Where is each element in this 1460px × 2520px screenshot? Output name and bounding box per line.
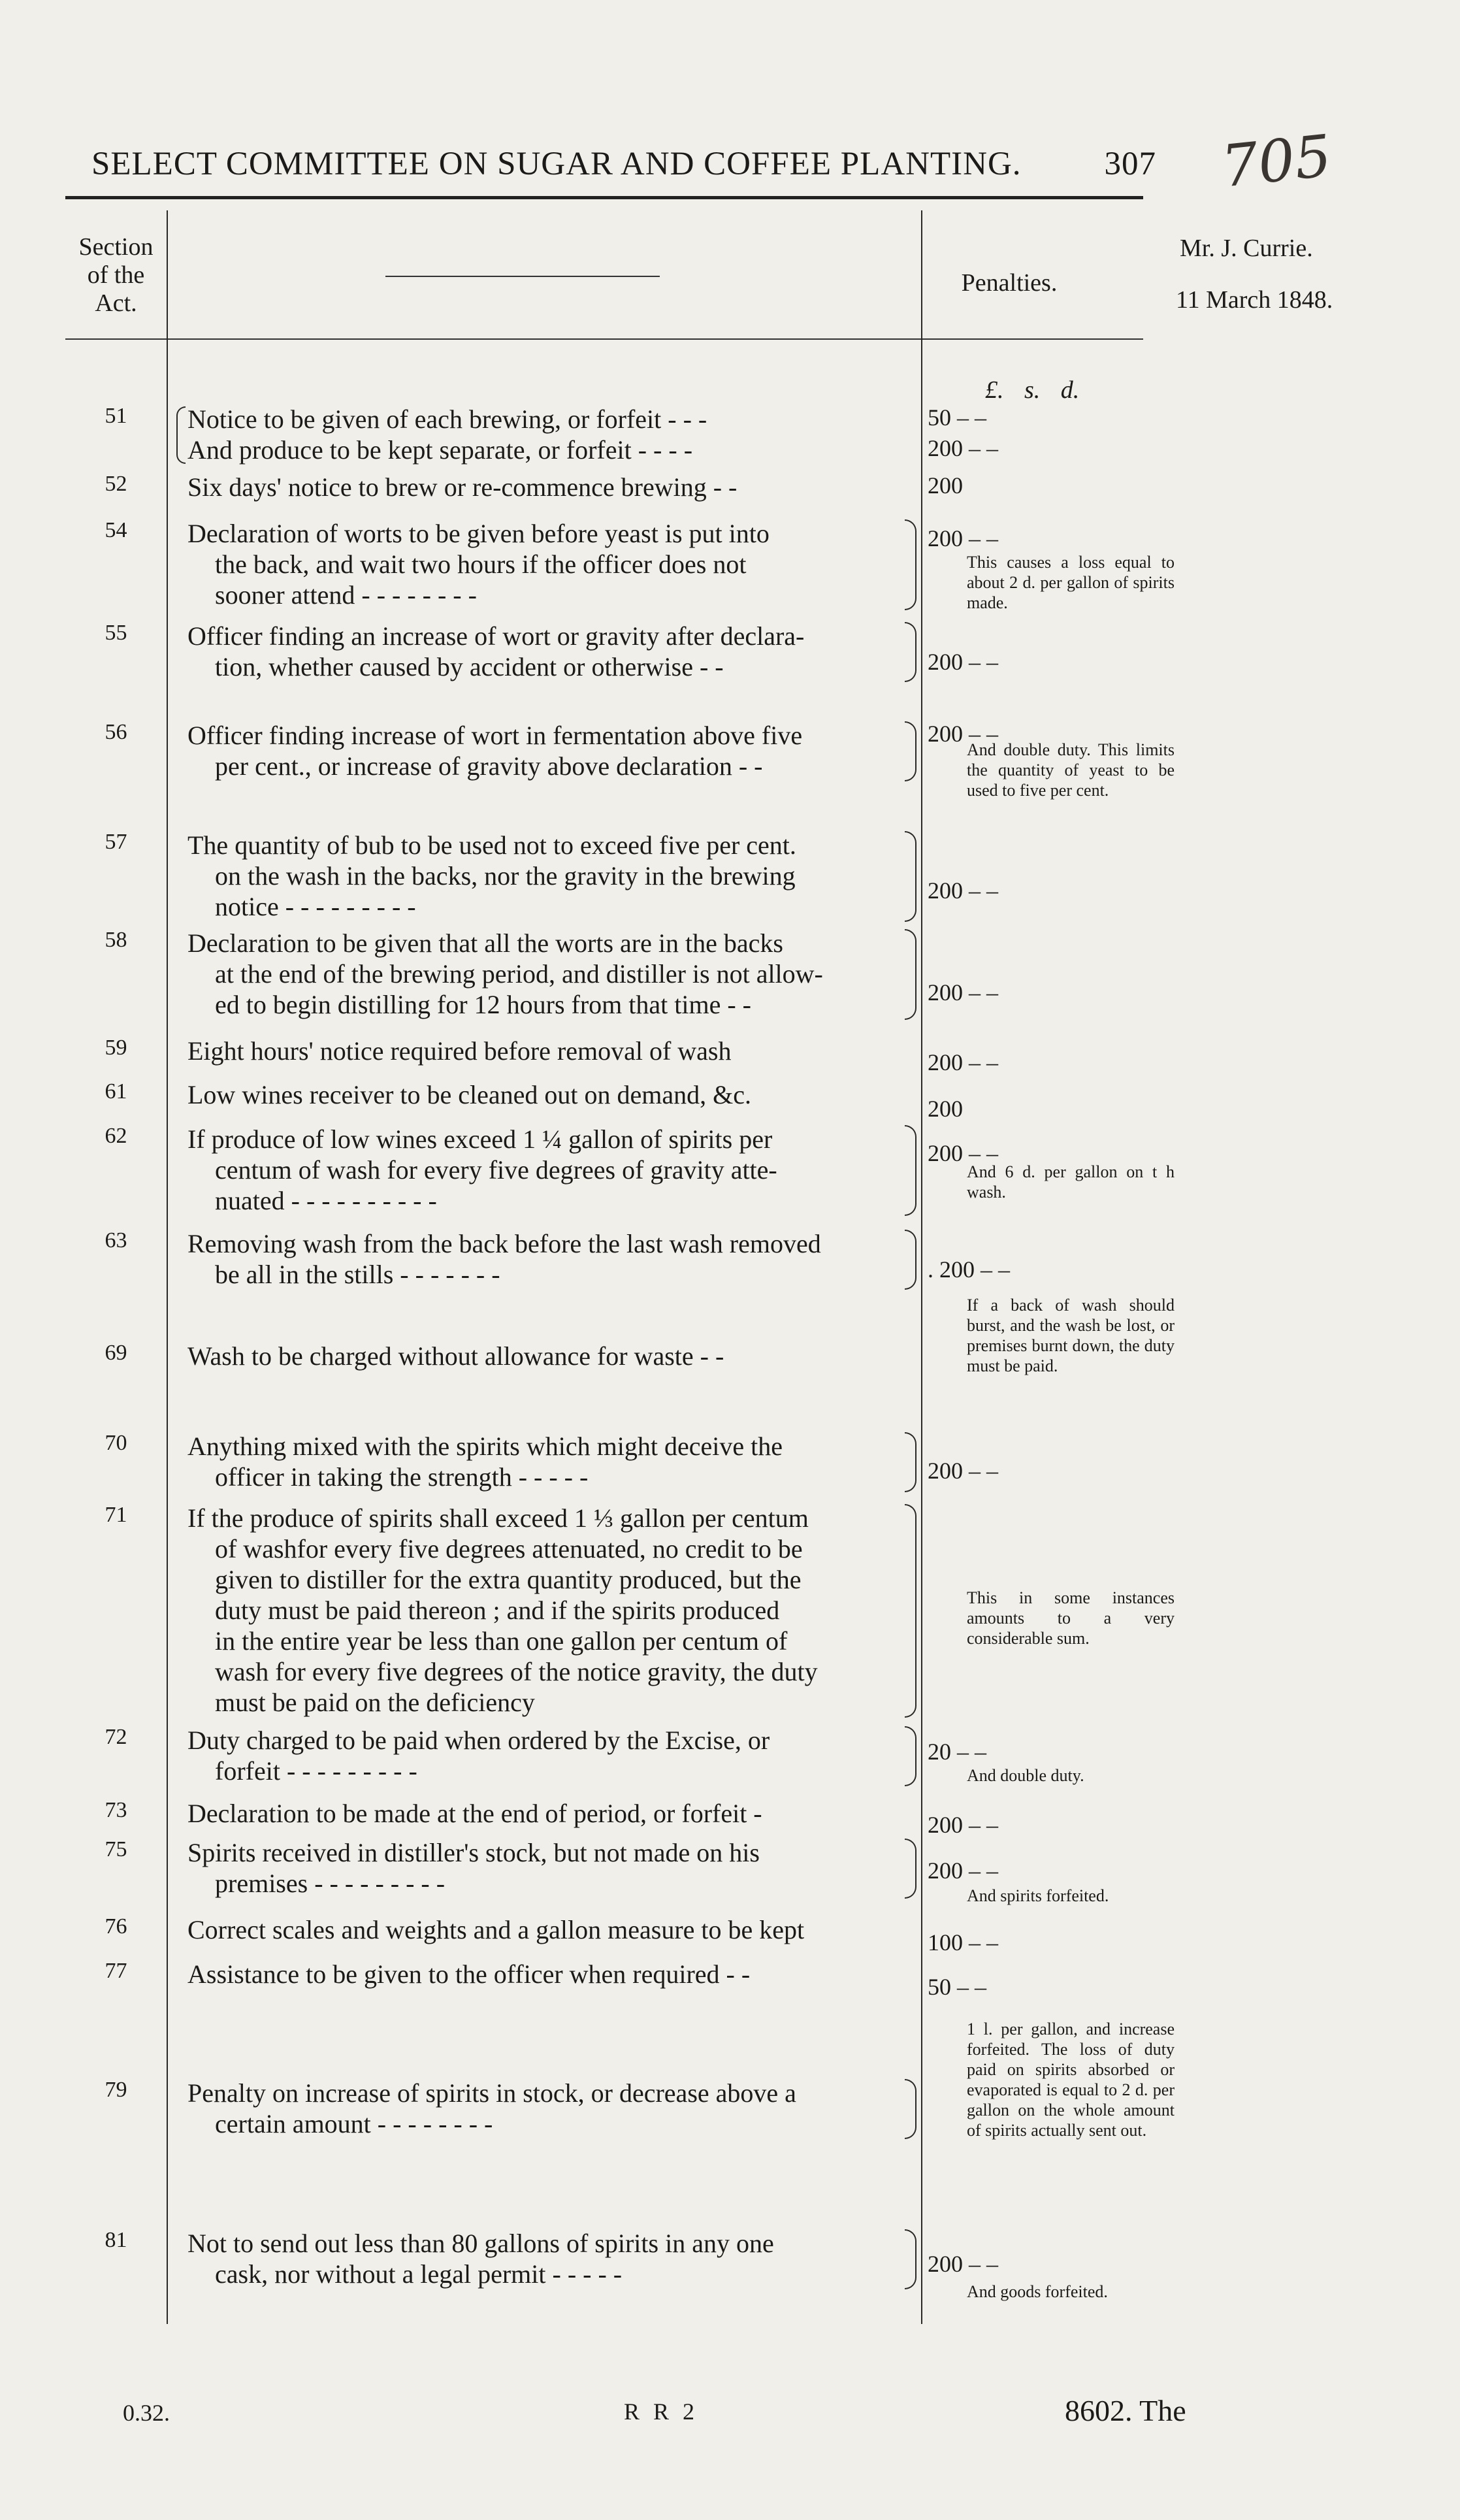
section-number: 51 [105,404,127,428]
penalty-amount: 200 [928,1096,963,1122]
penalty-amount: 200 – – [928,877,998,904]
section-number: 59 [105,1036,127,1060]
penalty-note: This causes a loss equal to about 2 d. per gallon of spirits made. [967,553,1175,612]
catchword: 8602. The [1065,2394,1186,2427]
provision-text [187,472,932,502]
provision-text [187,720,932,781]
right-brace [905,1432,917,1492]
handwritten-folio: 705 [1218,122,1335,201]
provision-line: Anything mixed with the spirits which might deceive the [187,1432,783,1461]
header-center-rule [385,276,660,277]
section-number: 69 [105,1341,127,1365]
section-number: 62 [105,1124,127,1148]
provision-line: per cent., or increase of gravity above declaration - - [215,751,763,781]
provision-line: Spirits received in distiller's stock, but not made on his [187,1838,760,1867]
column-header-penalties: Penalties. [961,269,1058,297]
provision-text [187,1079,932,1110]
provision-line: Declaration of worts to be given before yeast is put into [187,519,770,548]
penalty-note: And spirits forfeited. [967,1886,1109,1905]
penalty-note: 1 l. per gallon, and increase forfeited. The loss of duty paid on spirits absorbed or evaporated is equal to 2 d. per gallon on the whole amount of spirits actually sent out. [967,2020,1175,2140]
right-brace [905,622,917,682]
provision-line: forfeit - - - - - - - - - [215,1756,417,1786]
provision-text [187,518,932,610]
penalty-note: And 6 d. per gallon on t h wash. [967,1162,1175,1202]
provision-line: Notice to be given of each brewing, or forfeit - - - [187,404,707,434]
provision-text [187,830,932,922]
provision-line: Not to send out less than 80 gallons of spirits in any one [187,2229,774,2258]
provision-line: on the wash in the backs, nor the gravity in the brewing [215,861,796,891]
section-number: 79 [105,2078,127,2102]
running-head-title: SELECT COMMITTEE ON SUGAR AND COFFEE PLANTING. [91,146,1022,182]
right-brace [905,831,917,922]
provision-line: in the entire year be less than one gallon per centum of [215,1626,788,1656]
provision-line: Officer finding increase of wort in fermentation above five [187,721,803,750]
penalty-amount: 200 – – [928,649,998,675]
provision-line: Low wines receiver to be cleaned out on demand, &c. [187,1080,752,1109]
penalty-note: And double duty. [967,1766,1084,1785]
provision-text [187,1124,932,1216]
provision-text [187,1798,932,1829]
provision-line: nuated - - - - - - - - - - [215,1186,437,1215]
provision-text [187,1914,932,1945]
provision-line: Penalty on increase of spirits in stock, or decrease above a [187,2078,796,2108]
provision-line: Six days' notice to brew or re-commence brewing - - [187,472,738,502]
signature-mark: R R 2 [624,2398,699,2425]
penalty-note: And double duty. This limits the quantity of yeast to be used to five per cent. [967,740,1175,800]
provision-text [187,1228,932,1290]
provision-text [187,928,932,1020]
penalty-amount: 100 – – [928,1929,998,1955]
right-brace [905,2079,917,2139]
right-brace [905,1504,917,1718]
penalty-amount: 200 – – [928,435,998,461]
provision-text [187,1837,932,1899]
provision-line: certain amount - - - - - - - - [215,2109,493,2138]
right-brace [905,1839,917,1899]
header-rule [65,338,1143,340]
section-number: 55 [105,621,127,645]
right-brace [905,721,917,781]
right-brace [905,2229,917,2289]
provision-line: Declaration to be made at the end of period, or forfeit - [187,1799,762,1828]
provision-text [187,1036,932,1066]
provision-line: Officer finding an increase of wort or gravity after declara- [187,621,805,651]
section-number: 77 [105,1959,127,1983]
penalty-note: This in some instances amounts to a very considerable sum. [967,1588,1175,1648]
section-number: 57 [105,830,127,854]
footer-number: 0.32. [123,2400,170,2426]
penalty-amount: 200 – – [928,525,998,551]
provision-line: be all in the stills - - - - - - - [215,1260,500,1289]
provision-line: of washfor every five degrees attenuated, no credit to be [215,1534,803,1563]
provision-text [187,1725,932,1786]
provision-text [187,1503,932,1718]
section-number: 71 [105,1503,127,1527]
head-rule [65,196,1143,199]
provision-line: premises - - - - - - - - - [215,1869,446,1898]
penalty-note: And goods forfeited. [967,2282,1108,2301]
section-number: 70 [105,1431,127,1455]
penalty-amount: 200 – – [928,721,998,747]
provision-line: duty must be paid thereon ; and if the spirits produced [215,1595,780,1625]
provision-line: wash for every five degrees of the notice gravity, the duty [215,1657,818,1686]
section-number: 52 [105,472,127,496]
penalty-amount: 200 – – [928,1049,998,1075]
provision-line: sooner attend - - - - - - - - [215,580,477,610]
provision-line: at the end of the brewing period, and distiller is not allow- [215,959,823,989]
penalty-amount: 50 – – [928,1974,986,2000]
provision-line: centum of wash for every five degrees of gravity atte- [215,1155,777,1185]
section-number: 56 [105,720,127,744]
section-number: 61 [105,1079,127,1104]
provision-text [187,1431,932,1492]
penalty-amount: 200 – – [928,1140,998,1166]
penalty-amount: 200 – – [928,1857,998,1884]
provision-text [187,2078,932,2139]
section-number: 54 [105,518,127,542]
provision-line: Eight hours' notice required before removal of wash [187,1036,732,1066]
section-number: 76 [105,1914,127,1939]
section-number: 58 [105,928,127,952]
provision-text [187,1341,932,1371]
provision-line: cask, nor without a legal permit - - - - - [215,2259,623,2289]
provision-text [187,404,932,465]
provision-line: given to distiller for the extra quantity produced, but the [215,1565,802,1594]
right-brace [905,1726,917,1786]
provision-line: the back, and wait two hours if the officer does not [215,549,747,579]
currency-header: £. s. d. [985,376,1080,404]
penalty-amount: 20 – – [928,1739,986,1765]
provision-line: Duty charged to be paid when ordered by the Excise, or [187,1726,770,1755]
provision-line: notice - - - - - - - - - [215,892,416,921]
section-number: 73 [105,1798,127,1822]
provision-line: Removing wash from the back before the last wash removed [187,1229,821,1258]
penalty-amount: 200 – – [928,1458,998,1484]
provision-line: If the produce of spirits shall exceed 1 ⅓ gallon per centum [187,1503,809,1533]
right-brace [905,929,917,1020]
left-brace [176,406,186,464]
provision-line: officer in taking the strength - - - - - [215,1462,589,1492]
section-number: 75 [105,1837,127,1861]
margin-date: 11 March 1848. [1176,286,1333,314]
provision-line: Correct scales and weights and a gallon measure to be kept [187,1915,805,1944]
section-number: 81 [105,2228,127,2252]
penalty-amount: 200 – – [928,2251,998,2277]
penalty-amount: 200 – – [928,979,998,1006]
provision-text [187,621,932,682]
right-brace [905,1230,917,1290]
column-header-section: Section of the Act. [78,233,154,317]
provision-text [187,1959,932,1989]
provision-text [187,2228,932,2289]
penalty-amount: 50 – – [928,404,986,431]
margin-witness-name: Mr. J. Currie. [1180,235,1313,262]
penalty-amount: . 200 – – [928,1256,1010,1283]
provision-line: ed to begin distilling for 12 hours from that time - - [215,990,751,1019]
provision-line: tion, whether caused by accident or otherwise - - [215,652,724,681]
right-brace [905,519,917,610]
provision-line: Declaration to be given that all the worts are in the backs [187,928,783,958]
right-brace [905,1125,917,1216]
provision-line: Wash to be charged without allowance for waste - - [187,1341,724,1371]
section-number: 63 [105,1228,127,1252]
provision-line: Assistance to be given to the officer when required - - [187,1959,751,1989]
penalty-amount: 200 – – [928,1812,998,1838]
provision-line: The quantity of bub to be used not to exceed five per cent. [187,830,796,860]
section-number: 72 [105,1725,127,1749]
page-number: 307 [1104,146,1156,182]
provision-line: must be paid on the deficiency [215,1688,535,1717]
column-divider-section [167,210,168,2324]
penalty-note: If a back of wash should burst, and the wash be lost, or premises burnt down, the duty must be paid. [967,1296,1175,1375]
provision-line: If produce of low wines exceed 1 ¼ gallon of spirits per [187,1124,773,1154]
penalty-amount: 200 [928,472,963,499]
provision-line: And produce to be kept separate, or forfeit - - - - [187,435,693,465]
running-head [91,145,1156,183]
